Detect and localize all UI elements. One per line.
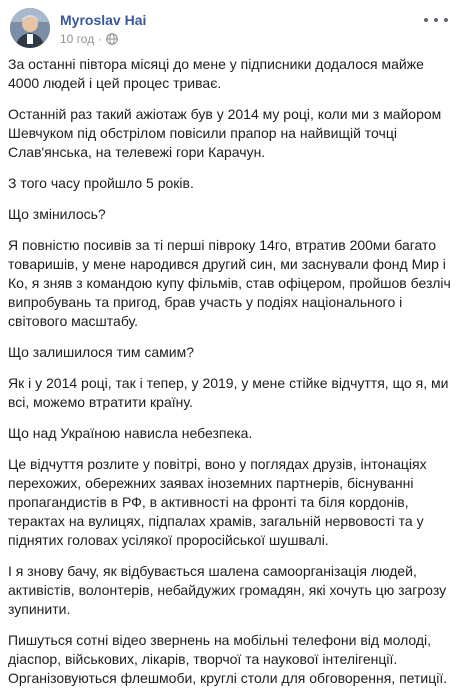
post-paragraph: З того часу пройшло 5 років. — [8, 175, 194, 191]
globe-icon[interactable] — [106, 33, 118, 45]
author-name[interactable]: Myroslav Hai — [60, 12, 147, 28]
post-header — [10, 8, 450, 50]
post-paragraph: Що залишилося тим самим? — [8, 344, 195, 360]
more-options-icon[interactable] — [424, 12, 448, 28]
post-paragraph: За останні півтора місяці до мене у підписники додалося майже 4000 людей і цей процес триває. — [8, 56, 424, 91]
post-body — [8, 55, 452, 700]
post-paragraph: Я повністю посивів за ті перші півроку 14го, втратив 200ми багато товаришів, у мене народився другий син, ми заснували фонд Мир і Ко, я зняв з командою купу фільмів, став офіцером, пройшов безліч випробувань та пригод, брав участь у подіях національного і світового масштабу. — [8, 237, 451, 329]
post-paragraph: Пишуться сотні відео звернень на мобільні телефони від молоді, діаспор, військових, лікарів, творчої та наукової інтелігенції. Організовуються флешмоби, круглі столи для обговорення, петиції. — [8, 632, 448, 686]
post-paragraph: І я знову бачу, як відбувається шалена самоорганізація людей, активістів, волонтерів, небайдужих громадян, які хочуть цю загрозу зупинити. — [8, 563, 447, 617]
meta-separator: · — [98, 32, 103, 46]
post-paragraph: Що над Україною нависла небезпека. — [8, 425, 253, 441]
post-meta — [60, 32, 118, 46]
post-timestamp[interactable]: 10 год — [60, 32, 95, 46]
author-avatar[interactable] — [10, 8, 50, 48]
post-paragraph: Останній раз такий ажіотаж був у 2014 му році, коли ми з майором Шевчуком під обстрілом повісили прапор на найвищій точці Слав'янська, на телевежі гори Карачун. — [8, 106, 442, 160]
post-paragraph: Це відчуття розлите у повітрі, воно у поглядах друзів, інтонаціях перехожих, обережних заявах іноземних партнерів, біснуванні пропагандистів в РФ, в активності на фронті та біля кордонів, терактах на вулицях, підпалах храмів, загальній нервовості та у піднятих головах усілякої проросійської шушвалі. — [8, 456, 427, 548]
post-paragraph: Як і у 2014 році, так і тепер, у 2019, у мене стійке відчуття, що я, ми всі, можемо втратити країну. — [8, 375, 449, 410]
post-paragraph: Що змінилось? — [8, 206, 106, 222]
